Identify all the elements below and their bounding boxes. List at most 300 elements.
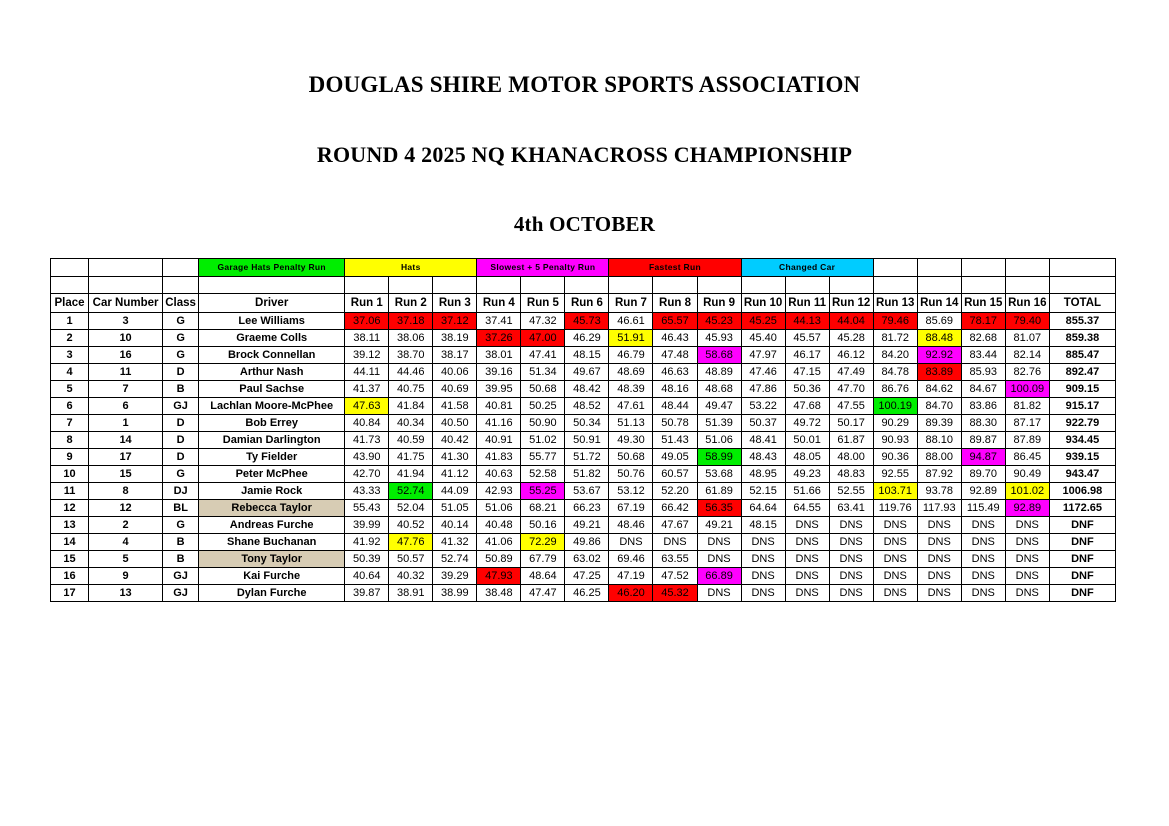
column-header-run-7: Run 7: [609, 294, 653, 313]
page-subtitle: ROUND 4 2025 NQ KHANACROSS CHAMPIONSHIP: [316, 142, 853, 167]
cell-run-10: DNS: [741, 585, 785, 602]
cell-run-10: 50.37: [741, 415, 785, 432]
cell-run-4: 50.89: [477, 551, 521, 568]
cell-run-1: 39.99: [345, 517, 389, 534]
cell-run-1: 43.90: [345, 449, 389, 466]
cell-car-number: 7: [89, 381, 163, 398]
cell-run-15: 88.30: [961, 415, 1005, 432]
cell-total: 934.45: [1049, 432, 1115, 449]
cell-car-number: 6: [89, 398, 163, 415]
cell-run-14: 88.10: [917, 432, 961, 449]
cell-run-15: DNS: [961, 517, 1005, 534]
cell-run-7: 46.20: [609, 585, 653, 602]
spacer-cell: [163, 277, 199, 294]
cell-run-13: 103.71: [873, 483, 917, 500]
cell-run-5: 47.47: [521, 585, 565, 602]
cell-run-14: 84.62: [917, 381, 961, 398]
cell-class: GJ: [163, 585, 199, 602]
cell-run-6: 51.82: [565, 466, 609, 483]
cell-run-9: 58.99: [697, 449, 741, 466]
cell-class: G: [163, 466, 199, 483]
cell-class: GJ: [163, 568, 199, 585]
cell-class: D: [163, 364, 199, 381]
cell-run-15: 83.86: [961, 398, 1005, 415]
cell-class: DJ: [163, 483, 199, 500]
cell-run-1: 41.37: [345, 381, 389, 398]
legend-item-0: Garage Hats Penalty Run: [199, 259, 345, 277]
cell-run-2: 50.57: [389, 551, 433, 568]
cell-run-5: 47.00: [521, 330, 565, 347]
cell-run-11: DNS: [785, 568, 829, 585]
cell-run-12: 46.12: [829, 347, 873, 364]
cell-total: DNF: [1049, 517, 1115, 534]
cell-run-2: 38.70: [389, 347, 433, 364]
cell-car-number: 12: [89, 500, 163, 517]
cell-driver: Jamie Rock: [199, 483, 345, 500]
cell-run-14: DNS: [917, 585, 961, 602]
cell-run-9: 45.93: [697, 330, 741, 347]
cell-driver: Ty Fielder: [199, 449, 345, 466]
cell-run-7: 48.46: [609, 517, 653, 534]
cell-driver: Lee Williams: [199, 313, 345, 330]
legend-blank-car: [89, 259, 163, 277]
cell-driver: Dylan Furche: [199, 585, 345, 602]
cell-total: 855.37: [1049, 313, 1115, 330]
cell-run-8: 49.05: [653, 449, 697, 466]
spacer-cell: [961, 277, 1005, 294]
cell-car-number: 3: [89, 313, 163, 330]
cell-run-11: 47.68: [785, 398, 829, 415]
cell-run-14: DNS: [917, 568, 961, 585]
cell-run-14: 92.92: [917, 347, 961, 364]
column-header-run-4: Run 4: [477, 294, 521, 313]
cell-run-3: 41.58: [433, 398, 477, 415]
cell-run-16: 87.17: [1005, 415, 1049, 432]
cell-run-13: 81.72: [873, 330, 917, 347]
cell-run-10: 48.15: [741, 517, 785, 534]
cell-run-14: 85.69: [917, 313, 961, 330]
cell-run-3: 37.12: [433, 313, 477, 330]
page-title: DOUGLAS SHIRE MOTOR SPORTS ASSOCIATION: [308, 72, 861, 97]
cell-total: DNF: [1049, 585, 1115, 602]
cell-run-6: 50.34: [565, 415, 609, 432]
cell-run-2: 41.75: [389, 449, 433, 466]
cell-run-6: 46.25: [565, 585, 609, 602]
cell-run-3: 38.17: [433, 347, 477, 364]
cell-place: 15: [51, 551, 89, 568]
legend-blank-tail-2: [961, 259, 1005, 277]
spacer-cell: [1049, 277, 1115, 294]
cell-run-8: DNS: [653, 534, 697, 551]
cell-place: 11: [51, 483, 89, 500]
cell-run-12: DNS: [829, 551, 873, 568]
cell-run-11: 44.13: [785, 313, 829, 330]
cell-car-number: 10: [89, 330, 163, 347]
cell-run-14: 88.48: [917, 330, 961, 347]
cell-run-16: DNS: [1005, 517, 1049, 534]
cell-run-1: 38.11: [345, 330, 389, 347]
cell-run-2: 40.32: [389, 568, 433, 585]
cell-driver: Shane Buchanan: [199, 534, 345, 551]
cell-class: G: [163, 313, 199, 330]
cell-run-1: 47.63: [345, 398, 389, 415]
cell-run-11: DNS: [785, 534, 829, 551]
cell-run-12: DNS: [829, 568, 873, 585]
cell-run-2: 38.91: [389, 585, 433, 602]
table-row: [51, 500, 1116, 517]
cell-run-13: DNS: [873, 534, 917, 551]
cell-run-10: 48.41: [741, 432, 785, 449]
cell-run-11: 50.01: [785, 432, 829, 449]
cell-run-3: 51.05: [433, 500, 477, 517]
cell-run-15: 83.44: [961, 347, 1005, 364]
cell-run-9: 49.21: [697, 517, 741, 534]
cell-run-7: 47.19: [609, 568, 653, 585]
table-row: [51, 585, 1116, 602]
cell-run-15: 94.87: [961, 449, 1005, 466]
cell-run-3: 40.42: [433, 432, 477, 449]
cell-run-4: 40.48: [477, 517, 521, 534]
cell-run-6: 45.73: [565, 313, 609, 330]
cell-run-5: 55.77: [521, 449, 565, 466]
cell-run-1: 41.73: [345, 432, 389, 449]
cell-run-16: 82.14: [1005, 347, 1049, 364]
cell-run-11: 49.23: [785, 466, 829, 483]
cell-run-15: 78.17: [961, 313, 1005, 330]
cell-class: GJ: [163, 398, 199, 415]
cell-run-5: 50.25: [521, 398, 565, 415]
cell-run-9: 45.23: [697, 313, 741, 330]
spacer-cell: [785, 277, 829, 294]
cell-run-9: 56.35: [697, 500, 741, 517]
cell-run-6: 49.86: [565, 534, 609, 551]
cell-run-4: 39.16: [477, 364, 521, 381]
cell-run-13: 92.55: [873, 466, 917, 483]
cell-run-14: 117.93: [917, 500, 961, 517]
cell-run-10: 64.64: [741, 500, 785, 517]
cell-run-16: 92.89: [1005, 500, 1049, 517]
cell-run-10: 45.25: [741, 313, 785, 330]
cell-run-8: 47.48: [653, 347, 697, 364]
cell-run-10: 53.22: [741, 398, 785, 415]
column-header-run-12: Run 12: [829, 294, 873, 313]
cell-run-8: 50.78: [653, 415, 697, 432]
spacer-cell: [51, 277, 89, 294]
cell-run-15: DNS: [961, 568, 1005, 585]
cell-run-15: DNS: [961, 551, 1005, 568]
cell-run-15: 82.68: [961, 330, 1005, 347]
cell-total: DNF: [1049, 534, 1115, 551]
cell-total: 1006.98: [1049, 483, 1115, 500]
cell-run-4: 42.93: [477, 483, 521, 500]
cell-run-6: 51.72: [565, 449, 609, 466]
cell-place: 3: [51, 347, 89, 364]
cell-run-3: 41.12: [433, 466, 477, 483]
cell-run-8: 63.55: [653, 551, 697, 568]
cell-run-12: 63.41: [829, 500, 873, 517]
cell-total: 909.15: [1049, 381, 1115, 398]
cell-car-number: 1: [89, 415, 163, 432]
cell-run-9: DNS: [697, 551, 741, 568]
column-header-run-5: Run 5: [521, 294, 565, 313]
legend-blank-class: [163, 259, 199, 277]
table-row: [51, 483, 1116, 500]
cell-run-15: 92.89: [961, 483, 1005, 500]
cell-run-14: 83.89: [917, 364, 961, 381]
cell-run-12: 50.17: [829, 415, 873, 432]
cell-car-number: 16: [89, 347, 163, 364]
cell-run-13: 84.20: [873, 347, 917, 364]
cell-class: D: [163, 449, 199, 466]
cell-driver: Peter McPhee: [199, 466, 345, 483]
cell-run-1: 40.64: [345, 568, 389, 585]
cell-run-2: 52.04: [389, 500, 433, 517]
cell-run-3: 40.69: [433, 381, 477, 398]
cell-run-9: 51.06: [697, 432, 741, 449]
cell-run-6: 50.91: [565, 432, 609, 449]
cell-run-10: DNS: [741, 551, 785, 568]
cell-run-2: 40.34: [389, 415, 433, 432]
legend-item-2: Slowest + 5 Penalty Run: [477, 259, 609, 277]
cell-run-3: 40.06: [433, 364, 477, 381]
cell-run-16: 90.49: [1005, 466, 1049, 483]
cell-run-10: DNS: [741, 534, 785, 551]
table-row: [51, 364, 1116, 381]
legend-blank-tail-1: [917, 259, 961, 277]
cell-run-14: 87.92: [917, 466, 961, 483]
cell-total: 1172.65: [1049, 500, 1115, 517]
cell-run-8: 66.42: [653, 500, 697, 517]
column-header-run-10: Run 10: [741, 294, 785, 313]
cell-run-5: 47.41: [521, 347, 565, 364]
cell-driver: Rebecca Taylor: [199, 500, 345, 517]
cell-run-11: 50.36: [785, 381, 829, 398]
cell-run-16: 101.02: [1005, 483, 1049, 500]
cell-run-4: 47.93: [477, 568, 521, 585]
cell-class: B: [163, 534, 199, 551]
cell-run-12: 45.28: [829, 330, 873, 347]
cell-run-13: 100.19: [873, 398, 917, 415]
cell-run-10: DNS: [741, 568, 785, 585]
cell-class: G: [163, 347, 199, 364]
cell-run-10: 47.97: [741, 347, 785, 364]
cell-run-15: DNS: [961, 534, 1005, 551]
cell-run-16: 87.89: [1005, 432, 1049, 449]
table-row: [51, 534, 1116, 551]
cell-run-7: 48.39: [609, 381, 653, 398]
cell-car-number: 5: [89, 551, 163, 568]
cell-run-12: DNS: [829, 534, 873, 551]
cell-run-6: 63.02: [565, 551, 609, 568]
cell-total: 885.47: [1049, 347, 1115, 364]
spacer-cell: [609, 277, 653, 294]
table-row: [51, 381, 1116, 398]
cell-class: D: [163, 432, 199, 449]
cell-car-number: 4: [89, 534, 163, 551]
cell-driver: Damian Darlington: [199, 432, 345, 449]
spacer-cell: [741, 277, 785, 294]
cell-run-16: 86.45: [1005, 449, 1049, 466]
cell-run-13: 90.36: [873, 449, 917, 466]
column-header-car-number: Car Number: [89, 294, 163, 313]
cell-run-14: 84.70: [917, 398, 961, 415]
cell-run-9: 58.68: [697, 347, 741, 364]
cell-run-8: 52.20: [653, 483, 697, 500]
cell-run-5: 67.79: [521, 551, 565, 568]
cell-run-8: 48.16: [653, 381, 697, 398]
document-titles: [0, 0, 1169, 237]
cell-car-number: 17: [89, 449, 163, 466]
cell-run-3: 41.32: [433, 534, 477, 551]
cell-run-11: 51.66: [785, 483, 829, 500]
cell-run-6: 49.67: [565, 364, 609, 381]
cell-total: DNF: [1049, 551, 1115, 568]
cell-run-3: 41.30: [433, 449, 477, 466]
cell-run-7: 51.13: [609, 415, 653, 432]
cell-run-15: 89.70: [961, 466, 1005, 483]
cell-run-8: 60.57: [653, 466, 697, 483]
results-table: [50, 258, 1116, 602]
cell-run-10: 48.95: [741, 466, 785, 483]
cell-run-2: 41.94: [389, 466, 433, 483]
cell-total: 922.79: [1049, 415, 1115, 432]
cell-run-6: 48.15: [565, 347, 609, 364]
cell-run-5: 72.29: [521, 534, 565, 551]
cell-run-1: 44.11: [345, 364, 389, 381]
cell-run-11: 49.72: [785, 415, 829, 432]
table-row: [51, 330, 1116, 347]
cell-run-9: 49.47: [697, 398, 741, 415]
cell-class: B: [163, 381, 199, 398]
legend-blank-tail-0: [873, 259, 917, 277]
table-row: [51, 313, 1116, 330]
cell-run-12: 52.55: [829, 483, 873, 500]
cell-place: 7: [51, 415, 89, 432]
cell-run-9: 61.89: [697, 483, 741, 500]
cell-run-13: 79.46: [873, 313, 917, 330]
cell-run-16: DNS: [1005, 551, 1049, 568]
cell-run-14: DNS: [917, 551, 961, 568]
cell-run-16: 100.09: [1005, 381, 1049, 398]
cell-place: 10: [51, 466, 89, 483]
table-row: [51, 517, 1116, 534]
cell-run-2: 44.46: [389, 364, 433, 381]
cell-car-number: 15: [89, 466, 163, 483]
table-row: [51, 432, 1116, 449]
cell-run-6: 47.25: [565, 568, 609, 585]
cell-run-16: 81.07: [1005, 330, 1049, 347]
cell-total: 892.47: [1049, 364, 1115, 381]
cell-run-13: DNS: [873, 585, 917, 602]
cell-run-11: 46.17: [785, 347, 829, 364]
cell-run-14: 93.78: [917, 483, 961, 500]
cell-run-2: 47.76: [389, 534, 433, 551]
cell-run-11: DNS: [785, 551, 829, 568]
cell-run-6: 66.23: [565, 500, 609, 517]
cell-run-6: 48.52: [565, 398, 609, 415]
cell-run-5: 50.90: [521, 415, 565, 432]
cell-run-12: 48.00: [829, 449, 873, 466]
spacer-cell: [345, 277, 389, 294]
table-row: [51, 466, 1116, 483]
cell-run-3: 40.14: [433, 517, 477, 534]
cell-run-15: 85.93: [961, 364, 1005, 381]
cell-driver: Arthur Nash: [199, 364, 345, 381]
cell-run-16: DNS: [1005, 568, 1049, 585]
cell-total: 939.15: [1049, 449, 1115, 466]
cell-run-4: 41.06: [477, 534, 521, 551]
spacer-cell: [199, 277, 345, 294]
cell-run-1: 42.70: [345, 466, 389, 483]
cell-run-8: 45.32: [653, 585, 697, 602]
cell-run-4: 38.48: [477, 585, 521, 602]
cell-run-1: 40.84: [345, 415, 389, 432]
cell-class: BL: [163, 500, 199, 517]
cell-place: 5: [51, 381, 89, 398]
cell-run-1: 41.92: [345, 534, 389, 551]
column-header-run-9: Run 9: [697, 294, 741, 313]
cell-run-10: 48.43: [741, 449, 785, 466]
table-row: [51, 347, 1116, 364]
cell-run-5: 50.68: [521, 381, 565, 398]
legend-blank-place: [51, 259, 89, 277]
column-header-run-1: Run 1: [345, 294, 389, 313]
cell-run-7: 50.76: [609, 466, 653, 483]
cell-driver: Bob Errey: [199, 415, 345, 432]
cell-run-14: 89.39: [917, 415, 961, 432]
cell-place: 8: [51, 432, 89, 449]
cell-run-1: 37.06: [345, 313, 389, 330]
table-row: [51, 551, 1116, 568]
cell-run-16: 79.40: [1005, 313, 1049, 330]
spacer-row: [51, 277, 1116, 294]
cell-run-10: 47.46: [741, 364, 785, 381]
cell-total: 915.17: [1049, 398, 1115, 415]
cell-run-9: 53.68: [697, 466, 741, 483]
cell-run-2: 40.52: [389, 517, 433, 534]
cell-run-12: 48.83: [829, 466, 873, 483]
legend-item-1: Hats: [345, 259, 477, 277]
cell-run-15: 89.87: [961, 432, 1005, 449]
cell-place: 6: [51, 398, 89, 415]
cell-run-10: 47.86: [741, 381, 785, 398]
column-header-run-8: Run 8: [653, 294, 697, 313]
spacer-cell: [697, 277, 741, 294]
spacer-cell: [829, 277, 873, 294]
column-header-run-3: Run 3: [433, 294, 477, 313]
spacer-cell: [565, 277, 609, 294]
cell-driver: Graeme Colls: [199, 330, 345, 347]
cell-car-number: 9: [89, 568, 163, 585]
cell-run-13: DNS: [873, 517, 917, 534]
cell-driver: Tony Taylor: [199, 551, 345, 568]
cell-place: 9: [51, 449, 89, 466]
cell-run-16: 82.76: [1005, 364, 1049, 381]
spacer-cell: [389, 277, 433, 294]
spacer-cell: [917, 277, 961, 294]
cell-run-11: 48.05: [785, 449, 829, 466]
cell-run-5: 51.34: [521, 364, 565, 381]
cell-run-11: 64.55: [785, 500, 829, 517]
cell-run-9: 66.89: [697, 568, 741, 585]
cell-run-9: DNS: [697, 585, 741, 602]
cell-run-10: 45.40: [741, 330, 785, 347]
cell-run-9: 48.68: [697, 381, 741, 398]
cell-run-5: 48.64: [521, 568, 565, 585]
cell-run-15: 115.49: [961, 500, 1005, 517]
cell-run-2: 40.59: [389, 432, 433, 449]
legend-row: [51, 259, 1116, 277]
